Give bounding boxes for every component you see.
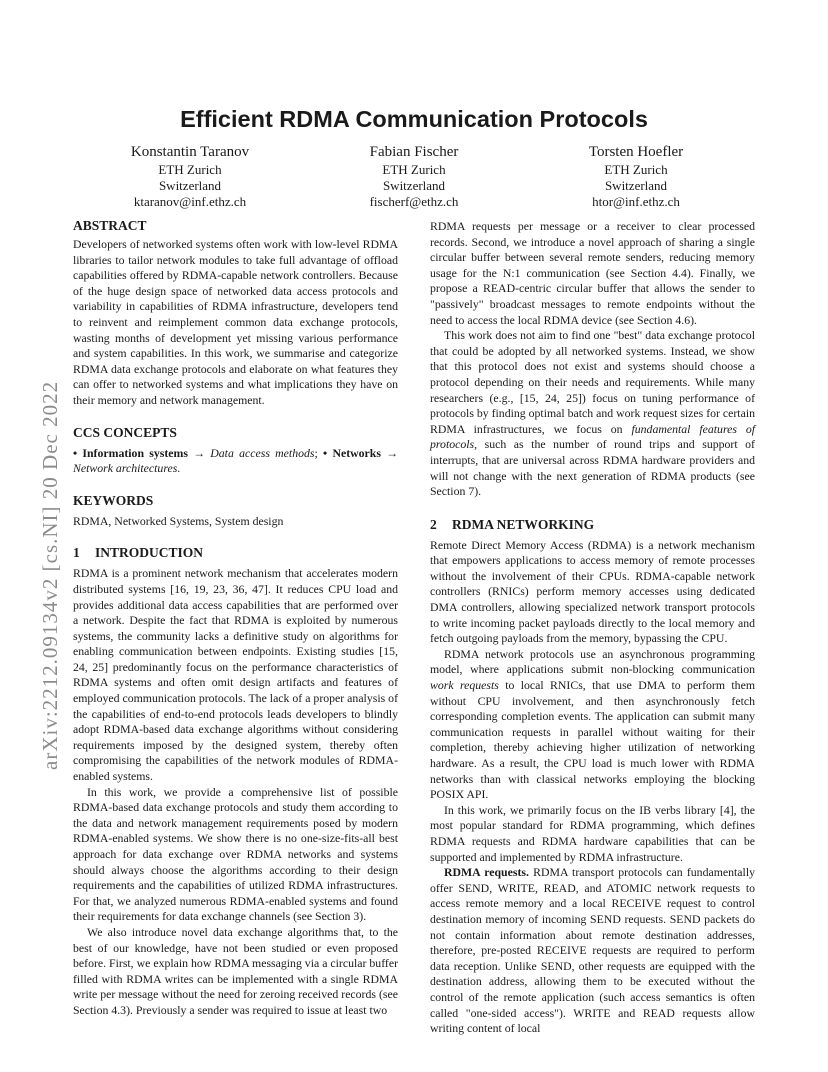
emphasis: fundamental features of protocols [430,421,756,452]
author-email: fischerf@ethz.ch [369,194,459,209]
paragraph [430,647,755,803]
author-affiliation: ETH Zurich [604,162,668,177]
ccs-bullet: • [73,445,78,460]
paragraph: We also introduce novel data exchange algorithms that, to the best of our knowledge, have not been studied or even proposed before. First, we explain how RDMA messaging via a circular buffer filled with RDMA writes can be implemented with a single RDMA write per message without the need for zeroing received records (see Section 4.3). Previously a sender was required to issue at least two [73,924,398,1017]
ccs-item2: Networks [332,445,381,460]
section-title: INTRODUCTION [95,545,204,561]
author-block [70,143,310,210]
paragraph-text: RDMA network protocols use an asynchronous programming model, where applications submit non-blocking communication [430,646,755,677]
ccs-bullet: • [323,445,328,460]
ccs-arrow: → [193,445,205,460]
paragraph: In this work, we primarily focus on the IB verbs library [4], the most popular standard for RDMA programming, which defines RDMA requests and RDMA hardware capabilities that can be supported and implemented by RDMA infrastructure. [430,802,755,864]
paragraph [430,865,755,1037]
ccs-item2-sub: Network architectures [73,461,178,476]
paragraph-text: This work does not aim to find one "best" data exchange protocol that could be adopted by all networked systems. Instead, we show that this protocol does not exist and systems should choose a protocol depending on their needs and requirements. While many researchers (e.g., [15, 24, 25]) focus on tuning performance of protocols by finding optimal batch and work request sizes for certain RDMA infrastructures, we focus on [430,328,755,436]
right-column [430,219,755,1037]
keywords-heading: KEYWORDS [73,492,154,508]
author-block [516,143,756,210]
author-country: Switzerland [382,178,446,193]
author-affiliation: ETH Zurich [158,162,222,177]
author-email: ktaranov@inf.ethz.ch [133,194,247,209]
left-column [73,217,398,1019]
author-block [294,143,534,210]
abstract-heading: ABSTRACT [73,218,147,233]
keywords-text: RDMA, Networked Systems, System design [73,513,284,528]
section-number: 2 [430,516,437,532]
ccs-concepts [73,446,398,477]
paragraph-text: RDMA transport protocols can fundamentally offer SEND, WRITE, READ, and ATOMIC network requests to access remote memory and a local RECEIVE request to control destination memory of incoming SEND requests. SEND packets do not contain information about remote destination addresses, therefore, pre-posted RECEIVE requests are required to perform data reception. Unlike SEND, other requests are equipped with the destination address, allowing them to be executed without the control of the remote application (such access semantics is often called "one-sided access"). WRITE and READ requests allow writing content of local [430,865,755,1036]
author-email: htor@inf.ethz.ch [592,194,680,209]
paragraph: RDMA requests per message or a receiver to clear processed records. Second, we introduce a novel approach of sharing a single circular buffer between several remote senders, reducing memory usage for the N:1 communication (see Section 4.4). Finally, we propose a READ-centric circular buffer that allows the sender to "passively" broadcast messages to remote endpoints without the need to access the local RDMA device (see Section 4.6). [430,219,755,327]
ccs-separator: ; [314,445,318,460]
author-country: Switzerland [158,178,222,193]
runin-heading: RDMA requests. [444,865,529,880]
emphasis: work requests [430,678,499,693]
paragraph-text: to local RNICs, that use DMA to perform them without CPU involvement, and then asynchronously fetch corresponding completion events. The application can submit many communication requests in parallel without waiting for their completion, thereby achieving higher utilization of networking hardware. As a result, the CPU load is much lower with RDMA networks than with classical networks employing the blocking POSIX API. [430,678,755,802]
paragraph-text: , such as the number of round trips and support of interrupts, that are universal across RDMA hardware providers and will not change with the next generation of RDMA products (see Section 7). [430,437,755,499]
section-title: RDMA NETWORKING [452,516,595,532]
paragraph: In this work, we provide a comprehensive list of possible RDMA-based data exchange protocols and study them according to the data and network management requirements posed by modern RDMA-enabled systems. We show there is no one-size-fits-all best approach for data exchange over RDMA networks and systems should always choose the algorithms according to their design requirements and the capabilities of utilized RDMA infrastructures. For that, we analyzed numerous RDMA-enabled systems and found their requirements for data exchange channels (see Section 3). [73,784,398,924]
ccs-end: . [177,461,181,476]
author-affiliation: ETH Zurich [382,162,446,177]
abstract-text: Developers of networked systems often work with low-level RDMA libraries to tailor network modules to take full advantage of offload capabilities offered by RDMA-capable network controllers. Because of the huge design space of networked data access protocols and variability in capabilities of RDMA infrastructure, developers tend to reinvent and reimplement common data exchange protocols, wasting months of development yet missing various performance and system capabilities. In this work, we summarise and categorize RDMA data exchange protocols and elaborate on what features they can offer to networked systems and what implications they have on their memory and network management. [73,237,398,407]
author-name: Torsten Hoefler [588,144,684,160]
section-heading [430,516,755,533]
author-country: Switzerland [604,178,668,193]
paragraph: Remote Direct Memory Access (RDMA) is a network mechanism that empowers applications to access memory of remote processes without the involvement of their CPUs. RDMA-capable network controllers (RNICs) perform memory accesses using dedicated DMA controllers, allowing specialized network transport protocols to write incoming packet payloads directly to the local memory and fetch outgoing payloads from the memory, bypassing the CPU. [430,537,755,646]
section-number: 1 [73,545,80,561]
author-name: Fabian Fischer [369,144,459,160]
arxiv-identifier: arXiv:2212.09134v2 [cs.NI] 20 Dec 2022 [38,380,62,770]
ccs-item1: Information systems [82,445,188,460]
paper-title: Efficient RDMA Communication Protocols [180,106,648,132]
ccs-item1-sub: Data access methods [210,445,315,460]
section-heading [73,544,398,561]
author-name: Konstantin Taranov [130,144,250,160]
paragraph [430,328,755,500]
ccs-arrow: → [386,445,399,460]
paragraph: RDMA is a prominent network mechanism that accelerates modern distributed systems [16, 19, 23, 36, 47]. It reduces CPU load and provides additional data access capabilities that are performed over a network. Despite the fact that RDMA is exploited by numerous systems, the community lacks a definitive study on algorithms for enabling communication between endpoints. Existing studies [15, 24, 25] predominantly focus on the performance characteristics of RDMA systems and often omit design artifacts and features of employed communication protocols. The lack of a proper analysis of the capabilities of end-to-end protocols leads developers to blindly adopt RDMA-based data exchange algorithms without considering requirements imposed by the designed system, thereby often compromising the capabilities of the network modules of RDMA-enabled systems. [73,566,398,784]
ccs-heading: CCS CONCEPTS [73,424,177,440]
